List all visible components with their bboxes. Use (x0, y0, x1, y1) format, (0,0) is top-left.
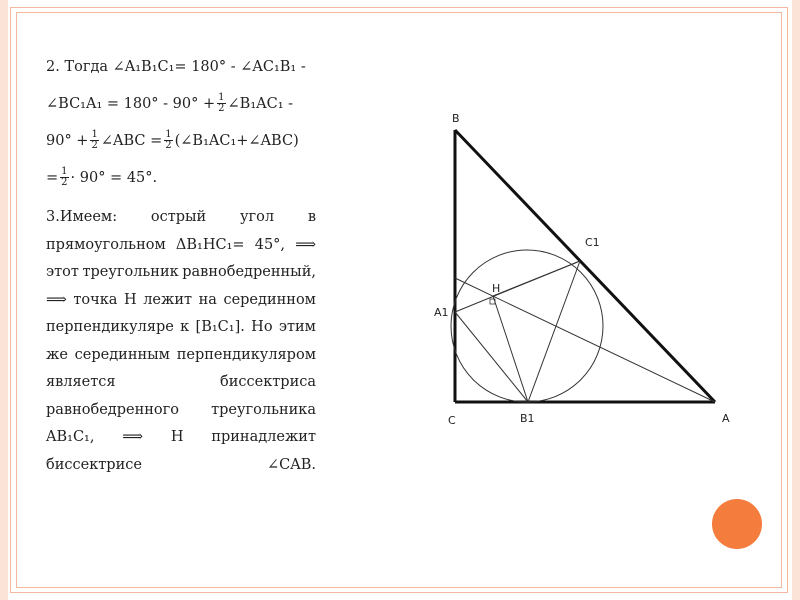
fraction-denominator: 2 (61, 177, 68, 188)
step2-line3 (46, 122, 316, 159)
word: же (46, 346, 68, 363)
word: перпендикуляром (176, 346, 316, 363)
word: перпендикуляре (46, 319, 174, 335)
fraction (217, 93, 225, 114)
word: к (180, 319, 190, 335)
step2-line2 (46, 85, 316, 122)
step2-line4 (46, 159, 316, 196)
word: ⟹ (122, 429, 144, 445)
step2-line2-text-a: ∠BC₁A₁ = 180° - 90° + (46, 95, 216, 112)
step2-line3-text-b: ∠ABC = (100, 132, 163, 149)
decor-orange-circle (712, 499, 762, 549)
fraction-denominator: 2 (218, 103, 225, 114)
triangle-diagram (430, 100, 750, 440)
fraction (90, 130, 98, 151)
step2-line4-text-a: = (46, 169, 59, 186)
fraction-denominator: 2 (165, 140, 172, 151)
step3-paragraph (46, 204, 316, 479)
word: принадлежит (211, 429, 316, 445)
word: 45°, (254, 236, 286, 253)
step2-line3-text-c: (∠B₁AC₁+∠ABC) (174, 132, 299, 149)
word: равнобедренный, (182, 264, 316, 280)
step3-line (46, 287, 316, 315)
step3-line (46, 232, 316, 260)
word: угол (239, 209, 275, 225)
segment-h-b1 (493, 296, 528, 402)
step2-line1 (46, 48, 316, 85)
word: 3.Имеем: (46, 209, 118, 225)
geometry-figure (430, 100, 750, 440)
word: лежит (143, 291, 193, 308)
word: Но (251, 319, 273, 335)
word: H (170, 429, 184, 445)
segment-a1-b1 (455, 312, 528, 402)
word: в (307, 209, 316, 225)
incircle-arc (451, 250, 603, 402)
word: треугольника (211, 401, 316, 418)
step3-line (46, 204, 316, 232)
left-decor-band (0, 0, 8, 600)
label-c: C (448, 414, 456, 427)
word: этим (278, 319, 316, 335)
word: является (46, 374, 116, 390)
segment-h-c1 (493, 261, 580, 296)
step3-line (46, 342, 316, 370)
label-a1: A1 (434, 306, 449, 319)
word: серединным (74, 346, 170, 363)
word: H (123, 291, 137, 308)
right-decor-band (792, 0, 800, 600)
word: AB₁C₁, (46, 429, 95, 445)
step3-line (46, 369, 316, 397)
step2-line3-text-a: 90° + (46, 132, 89, 149)
word: этот (46, 264, 79, 280)
word: биссектрисе (46, 456, 142, 473)
fraction-denominator: 2 (91, 140, 98, 151)
step3-line (46, 452, 316, 480)
fraction-numerator: 1 (165, 129, 172, 140)
fraction-numerator: 1 (91, 129, 98, 140)
step2-line2-text-b: ∠B₁AC₁ - (227, 95, 294, 112)
step3-line (46, 424, 316, 452)
word: прямоугольном (46, 236, 166, 253)
bisector-a (455, 278, 715, 402)
fraction-numerator: 1 (218, 92, 225, 103)
word: биссектриса (219, 374, 316, 390)
step2-line1-text: 2. Тогда ∠A₁B₁C₁= 180° - ∠AC₁B₁ - (46, 58, 306, 75)
label-h: H (492, 282, 501, 295)
word: острый (150, 209, 207, 225)
fraction (60, 167, 68, 188)
word: на (198, 291, 217, 308)
word: ⟹ (46, 291, 67, 308)
word: серединном (223, 291, 316, 308)
step2-line4-text-b: · 90° = 45°. (70, 169, 158, 186)
segment-b1-c1 (528, 261, 580, 402)
word: ⟹ (295, 236, 316, 253)
word: ΔB₁HC₁= (175, 236, 245, 253)
label-b: B (452, 112, 460, 125)
step3-line (46, 314, 316, 342)
side-ab (455, 130, 715, 402)
label-b1: B1 (520, 412, 535, 425)
word: ∠CAB. (267, 456, 316, 473)
proof-text (46, 48, 316, 479)
step3-line (46, 259, 316, 287)
fraction (164, 130, 172, 151)
label-a: A (722, 412, 730, 425)
word: точка (73, 291, 118, 308)
label-c1: C1 (585, 236, 600, 249)
word: равнобедренного (46, 401, 179, 418)
word: [B₁C₁]. (195, 319, 245, 335)
fraction-numerator: 1 (61, 166, 68, 177)
step3-line (46, 397, 316, 425)
word: треугольник (82, 264, 179, 280)
